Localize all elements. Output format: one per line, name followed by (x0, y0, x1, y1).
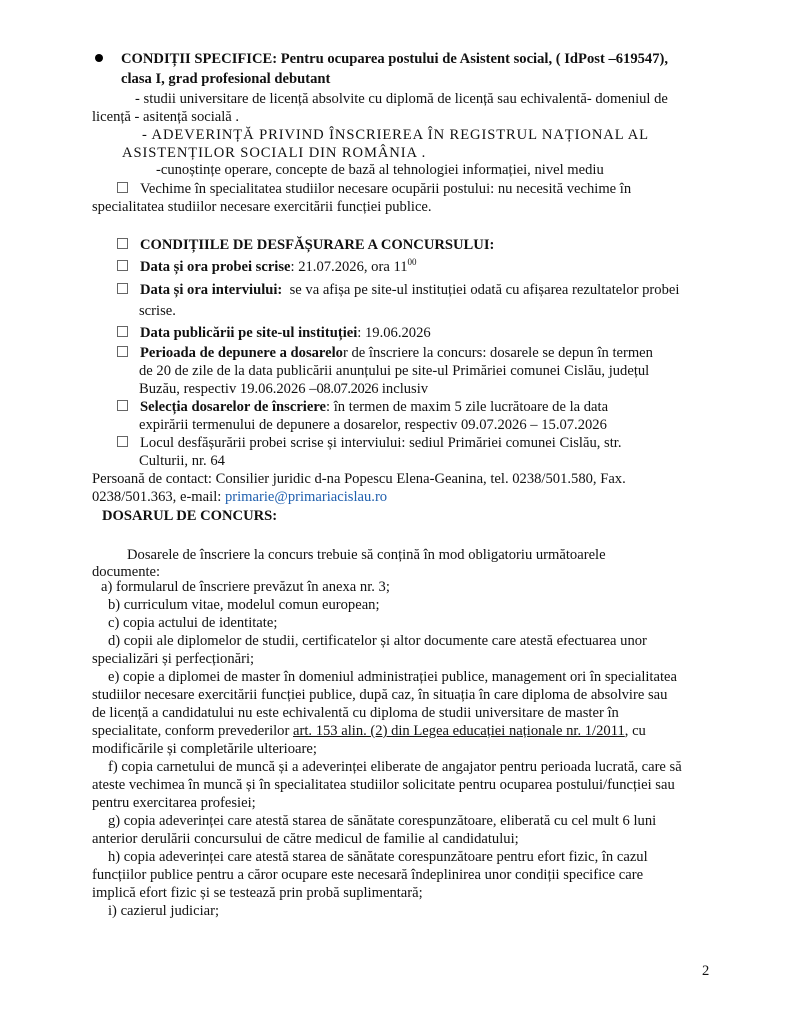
email-link[interactable]: primarie@primariacislau.ro (224, 489, 388, 505)
requirement-studies-line1: - studii universitare de licență absolvite cu diplomă de licență sau echivalentă- domeniul de (135, 91, 668, 107)
dossier-item-a: a) formularul de înscriere prevăzut în anexa nr. 3; (101, 579, 390, 595)
dossier-item-d-line1: d) copii ale diplomelor de studii, certificatelor și altor documente care atestă efectuarea unor (108, 633, 647, 649)
conditions-heading: CONDIȚIILE DE DESFĂȘURARE A CONCURSULUI: (117, 236, 494, 254)
dossier-item-g-line2: anterior derulării concursului de către medicul de familie al candidatului; (92, 831, 519, 847)
dossier-item-e-line3: de licență a candidatului nu este echivalentă cu diploma de studii universitare de master în (92, 705, 619, 721)
checkbox-icon (117, 283, 128, 294)
requirement-seniority-line1: Vechime în specialitatea studiilor necesare ocupării postului: nu necesită vechime în (117, 180, 713, 198)
checkbox-icon (117, 326, 128, 337)
dossier-intro-line1: Dosarele de înscriere la concurs trebuie să conțină în mod obligatoriu următoarele (127, 547, 606, 563)
dossier-item-h-line2: funcțiilor publice pentru a căror ocupare este necesară îndeplinirea unor condiții specifice care (92, 867, 644, 883)
page-number: 2 (702, 963, 710, 979)
dossier-item-d-line2: specializări și perfecționări; (92, 651, 255, 667)
publish-date: Data publicării pe site-ul instituției: 19.06.2026 (117, 324, 431, 342)
dossier-item-f-line2: ateste vechimea în muncă și în specialitatea studiilor solicitate pentru ocuparea postului/funcției sau (92, 777, 675, 793)
interview-date: Data și ora interviului: se va afișa pe site-ul instituției odată cu afișarea rezultatelor probei (117, 281, 679, 299)
checkbox-icon (117, 238, 128, 249)
section-heading-conditii-specifice-cont: clasa I, grad profesional debutant (121, 71, 331, 87)
checkbox-icon (117, 346, 128, 357)
dossier-intro-line2: documente: (92, 564, 161, 580)
dossier-item-i: i) cazierul judiciar; (108, 903, 220, 919)
dossier-item-g-line1: g) copia adeverinței care atestă starea de sănătate corespunzătoare, eliberată cu cel mult 6 luni (108, 813, 657, 829)
location-line1: Locul desfășurării probei scrise și interviului: sediul Primăriei comunei Cislău, str. (117, 434, 622, 452)
checkbox-icon (117, 182, 128, 193)
requirement-studies-line2: licență - asitență socială . (92, 109, 240, 125)
submission-period-line1: Perioada de depunere a dosarelor de înscriere la concurs: dosarele se depun în termen (117, 344, 653, 362)
location-line2: Culturii, nr. 64 (139, 453, 225, 469)
dossier-item-b: b) curriculum vitae, modelul comun european; (108, 597, 380, 613)
checkbox-icon (117, 400, 128, 411)
dossier-item-f-line1: f) copia carnetului de muncă și a adeverinței eliberate de angajator pentru perioada lucrată, care să (108, 759, 682, 775)
requirement-it-skills: -cunoștințe operare, concepte de bază al tehnologiei informației, nivel mediu (156, 162, 604, 178)
dossier-item-e-line2: studiilor necesare exercitării funcției publice, după caz, în situația în care diploma de absolvire sau (92, 687, 668, 703)
section-heading-conditii-specifice: CONDIȚII SPECIFICE: Pentru ocuparea postului de Asistent social, ( IdPost –619547), (121, 51, 669, 67)
dossier-item-c: c) copia actului de identitate; (108, 615, 278, 631)
submission-period-line3: Buzău, respectiv 19.06.2026 –08.07.2026 inclusiv (139, 381, 429, 397)
selection-line2: expirării termenului de depunere a dosarelor, respectiv 09.07.2026 – 15.07.2026 (139, 417, 607, 433)
dossier-item-h-line3: implică efort fizic și se testează prin probă suplimentară; (92, 885, 423, 901)
dossier-item-f-line3: pentru exercitarea profesiei; (92, 795, 256, 811)
contact-line2: 0238/501.363, e-mail: primarie@primariacislau.ro (92, 489, 388, 505)
contact-line1: Persoană de contact: Consilier juridic d-na Popescu Elena-Geanina, tel. 0238/501.580, Fax. (92, 471, 626, 487)
selection-line1: Selecția dosarelor de înscriere: în termen de maxim 5 zile lucrătoare de la data (117, 398, 608, 416)
dossier-heading: DOSARUL DE CONCURS: (102, 508, 278, 524)
bullet-dot-icon (95, 50, 103, 68)
written-exam-date: Data și ora probei scrise: 21.07.2026, ora $11^{00}$ (117, 258, 417, 276)
requirement-registry-line2: ASISTENȚILOR SOCIALI DIN ROMÂNIA . (122, 145, 427, 161)
requirement-seniority-line2: specialitatea studiilor necesare exercitării funcției publice. (92, 199, 432, 215)
dossier-item-h-line1: h) copia adeverinței care atestă starea de sănătate corespunzătoare pentru efort fizic, în cazul (108, 849, 648, 865)
law-reference-link[interactable]: art. 153 alin. (2) din Legea educației naționale nr. 1/2011 (293, 723, 625, 739)
dossier-item-e-line5: modificările și completările ulterioare; (92, 741, 317, 757)
submission-period-line2: de 20 de zile de la data publicării anunțului pe site-ul Primăriei comunei Cislău, județul (139, 363, 650, 379)
interview-date-cont: scrise. (139, 303, 176, 319)
checkbox-icon (117, 260, 128, 271)
checkbox-icon (117, 436, 128, 447)
requirement-registry-line1: - ADEVERINȚĂ PRIVIND ÎNSCRIEREA ÎN REGISTRUL NAȚIONAL AL (142, 127, 649, 143)
dossier-item-e-line4: specialitate, conform prevederilor art. 153 alin. (2) din Legea educației naționale nr. 1/2011, cu (92, 723, 646, 739)
dossier-item-e-line1: e) copie a diplomei de master în domeniul administrației publice, management ori în specialitatea (108, 669, 677, 685)
